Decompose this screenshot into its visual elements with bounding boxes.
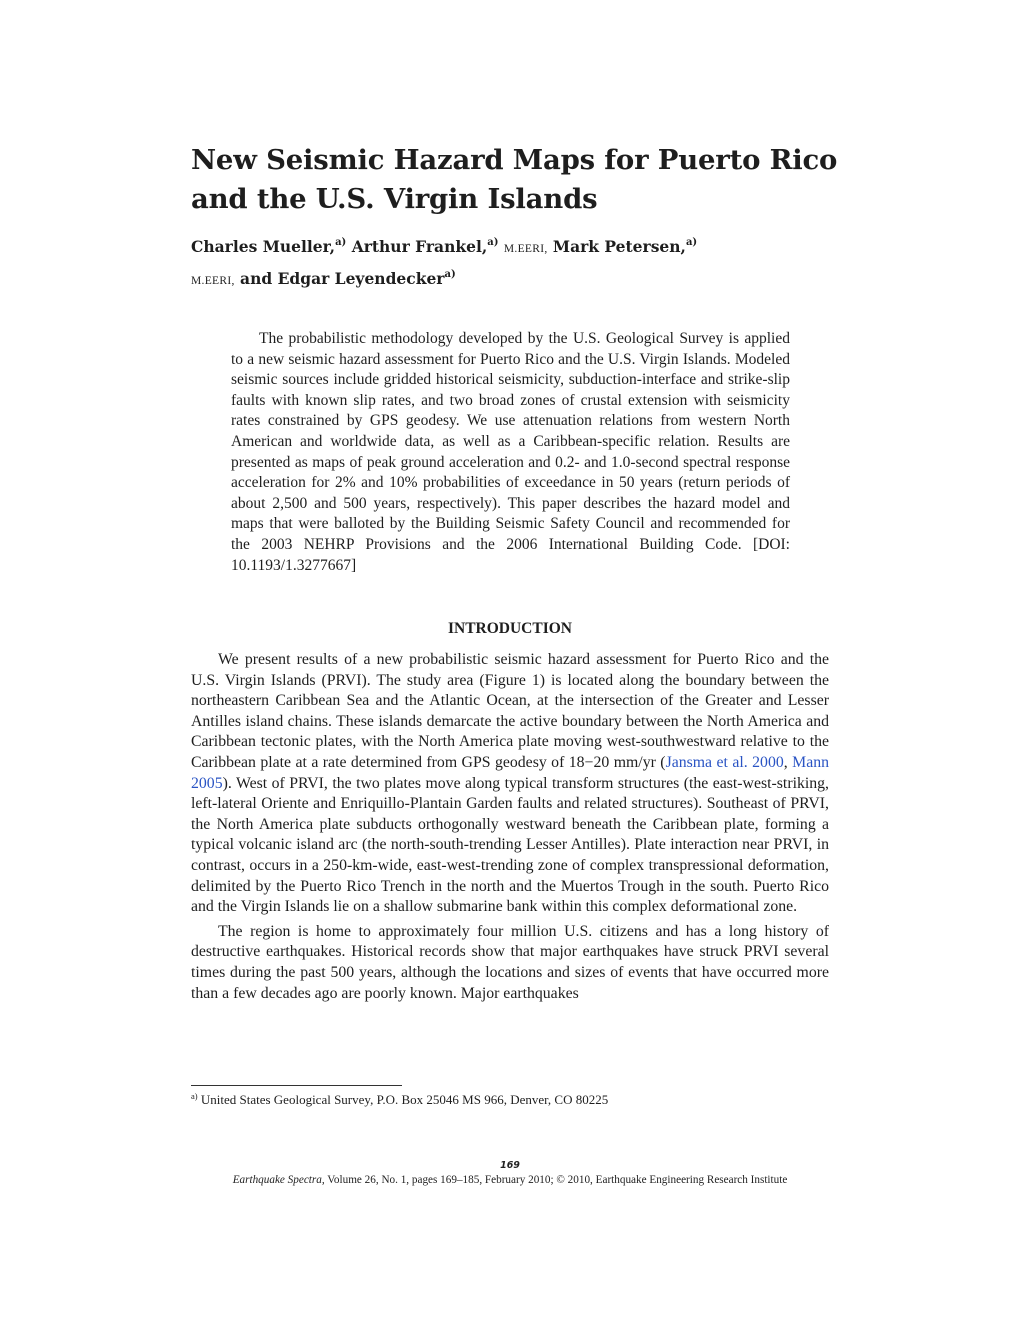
membership-label: M.EERI, (503, 243, 548, 255)
journal-name: Earthquake Spectra, (232, 1174, 325, 1186)
introduction-body (191, 650, 829, 1004)
footnote-divider (191, 1085, 402, 1086)
paragraph-text: ). West of PRVI, the two plates move along typical transform structures (the east-west-striking, left-lateral Oriente and Enriquillo-Plantain Garden faults and related structures). Southeast of PRVI, the North America plate subducts orthogonally westward beneath the Caribbean plate, forming a typical volcanic island arc (the north-south-trending Lesser Antilles). Plate interaction near PRVI, in contrast, occurs in a 250-km-wide, east-west-trending zone of complex transpressional deformation, delimited by the Puerto Rico Trench in the north and the Muertos Trough in the south. Puerto Rico and the Virgin Islands lie on a shallow submarine bank within this complex deformational zone. (191, 774, 829, 916)
paragraph-text: We present results of a new probabilistic seismic hazard assessment for Puerto Rico and the U.S. Virgin Islands (PRVI). The study area (Figure 1) is located along the boundary between the northeastern Caribbean Sea and the Atlantic Ocean, at the intersection of the Greater and Lesser Antilles island chains. These islands demarcate the active boundary between the North America and Caribbean tectonic plates, with the North America plate moving west-southwestward relative to the Caribbean plate at a rate determined from GPS geodesy of 18−20 mm/yr ( (191, 651, 829, 771)
affiliation-mark: a) (685, 237, 698, 248)
citation-link[interactable]: Mann 2005 (191, 753, 830, 792)
author-name: Mark Petersen, (552, 237, 686, 256)
abstract: The probabilistic methodology developed by the U.S. Geological Survey is applied to a new seismic hazard assessment for Puerto Rico and the U.S. Virgin Islands. Modeled seismic sources include gridded historical seismicity, subduction-interface and strike-slip faults with known slip rates, and two broad zones of crustal extension with seismicity rates constrained by GPS geodesy. We use attenuation relations from western North American and worldwide data, as well as a Caribbean-specific relation. Results are presented as maps of peak ground acceleration and 0.2- and 1.0-second spectral response acceleration for 2% and 10% probabilities of exceedance in 50 years (return periods of about 2,500 and 500 years, respectively). This paper describes the hazard model and maps that were balloted by the Building Seismic Safety Council and recommended for the 2003 NEHRP Provisions and the 2006 International Building Code. [DOI: 10.1193/1.3277667] (231, 330, 790, 574)
paragraph: The region is home to approximately four million U.S. citizens and has a long history of destructive earthquakes. Historical records show that major earthquakes have struck PRVI several times during the past 500 years, although the locations and sizes of events that have occurred more than a few decades ago are poorly known. Major earthquakes (191, 922, 829, 1002)
author-name: Arthur Frankel, (351, 237, 488, 256)
citation-separator: , (783, 753, 793, 771)
page-number: 169 (500, 1160, 520, 1171)
citation-link[interactable]: Jansma et al. 2000 (665, 753, 784, 771)
title-line-2: and the U.S. Virgin Islands (191, 183, 598, 215)
footnote (191, 1092, 791, 1108)
affiliation-mark: a) (444, 269, 456, 280)
affiliation-mark: a) (335, 237, 347, 248)
paragraph (191, 650, 829, 918)
paper-title (191, 141, 851, 219)
footnote-mark: a) (191, 1091, 198, 1101)
journal-citation (0, 1173, 1020, 1187)
title-line-1: New Seismic Hazard Maps for Puerto Rico (191, 144, 838, 176)
author-name: and Edgar Leyendecker (240, 269, 445, 288)
author-list (191, 232, 811, 296)
section-heading: INTRODUCTION (447, 620, 572, 637)
journal-details: Volume 26, No. 1, pages 169–185, February 2010; © 2010, Earthquake Engineering Research Institute (327, 1174, 788, 1186)
author-name: Charles Mueller, (191, 237, 336, 256)
footnote-text: United States Geological Survey, P.O. Box 25046 MS 966, Denver, CO 80225 (200, 1092, 609, 1107)
affiliation-mark: a) (487, 237, 499, 248)
membership-label: M.EERI, (191, 275, 235, 287)
